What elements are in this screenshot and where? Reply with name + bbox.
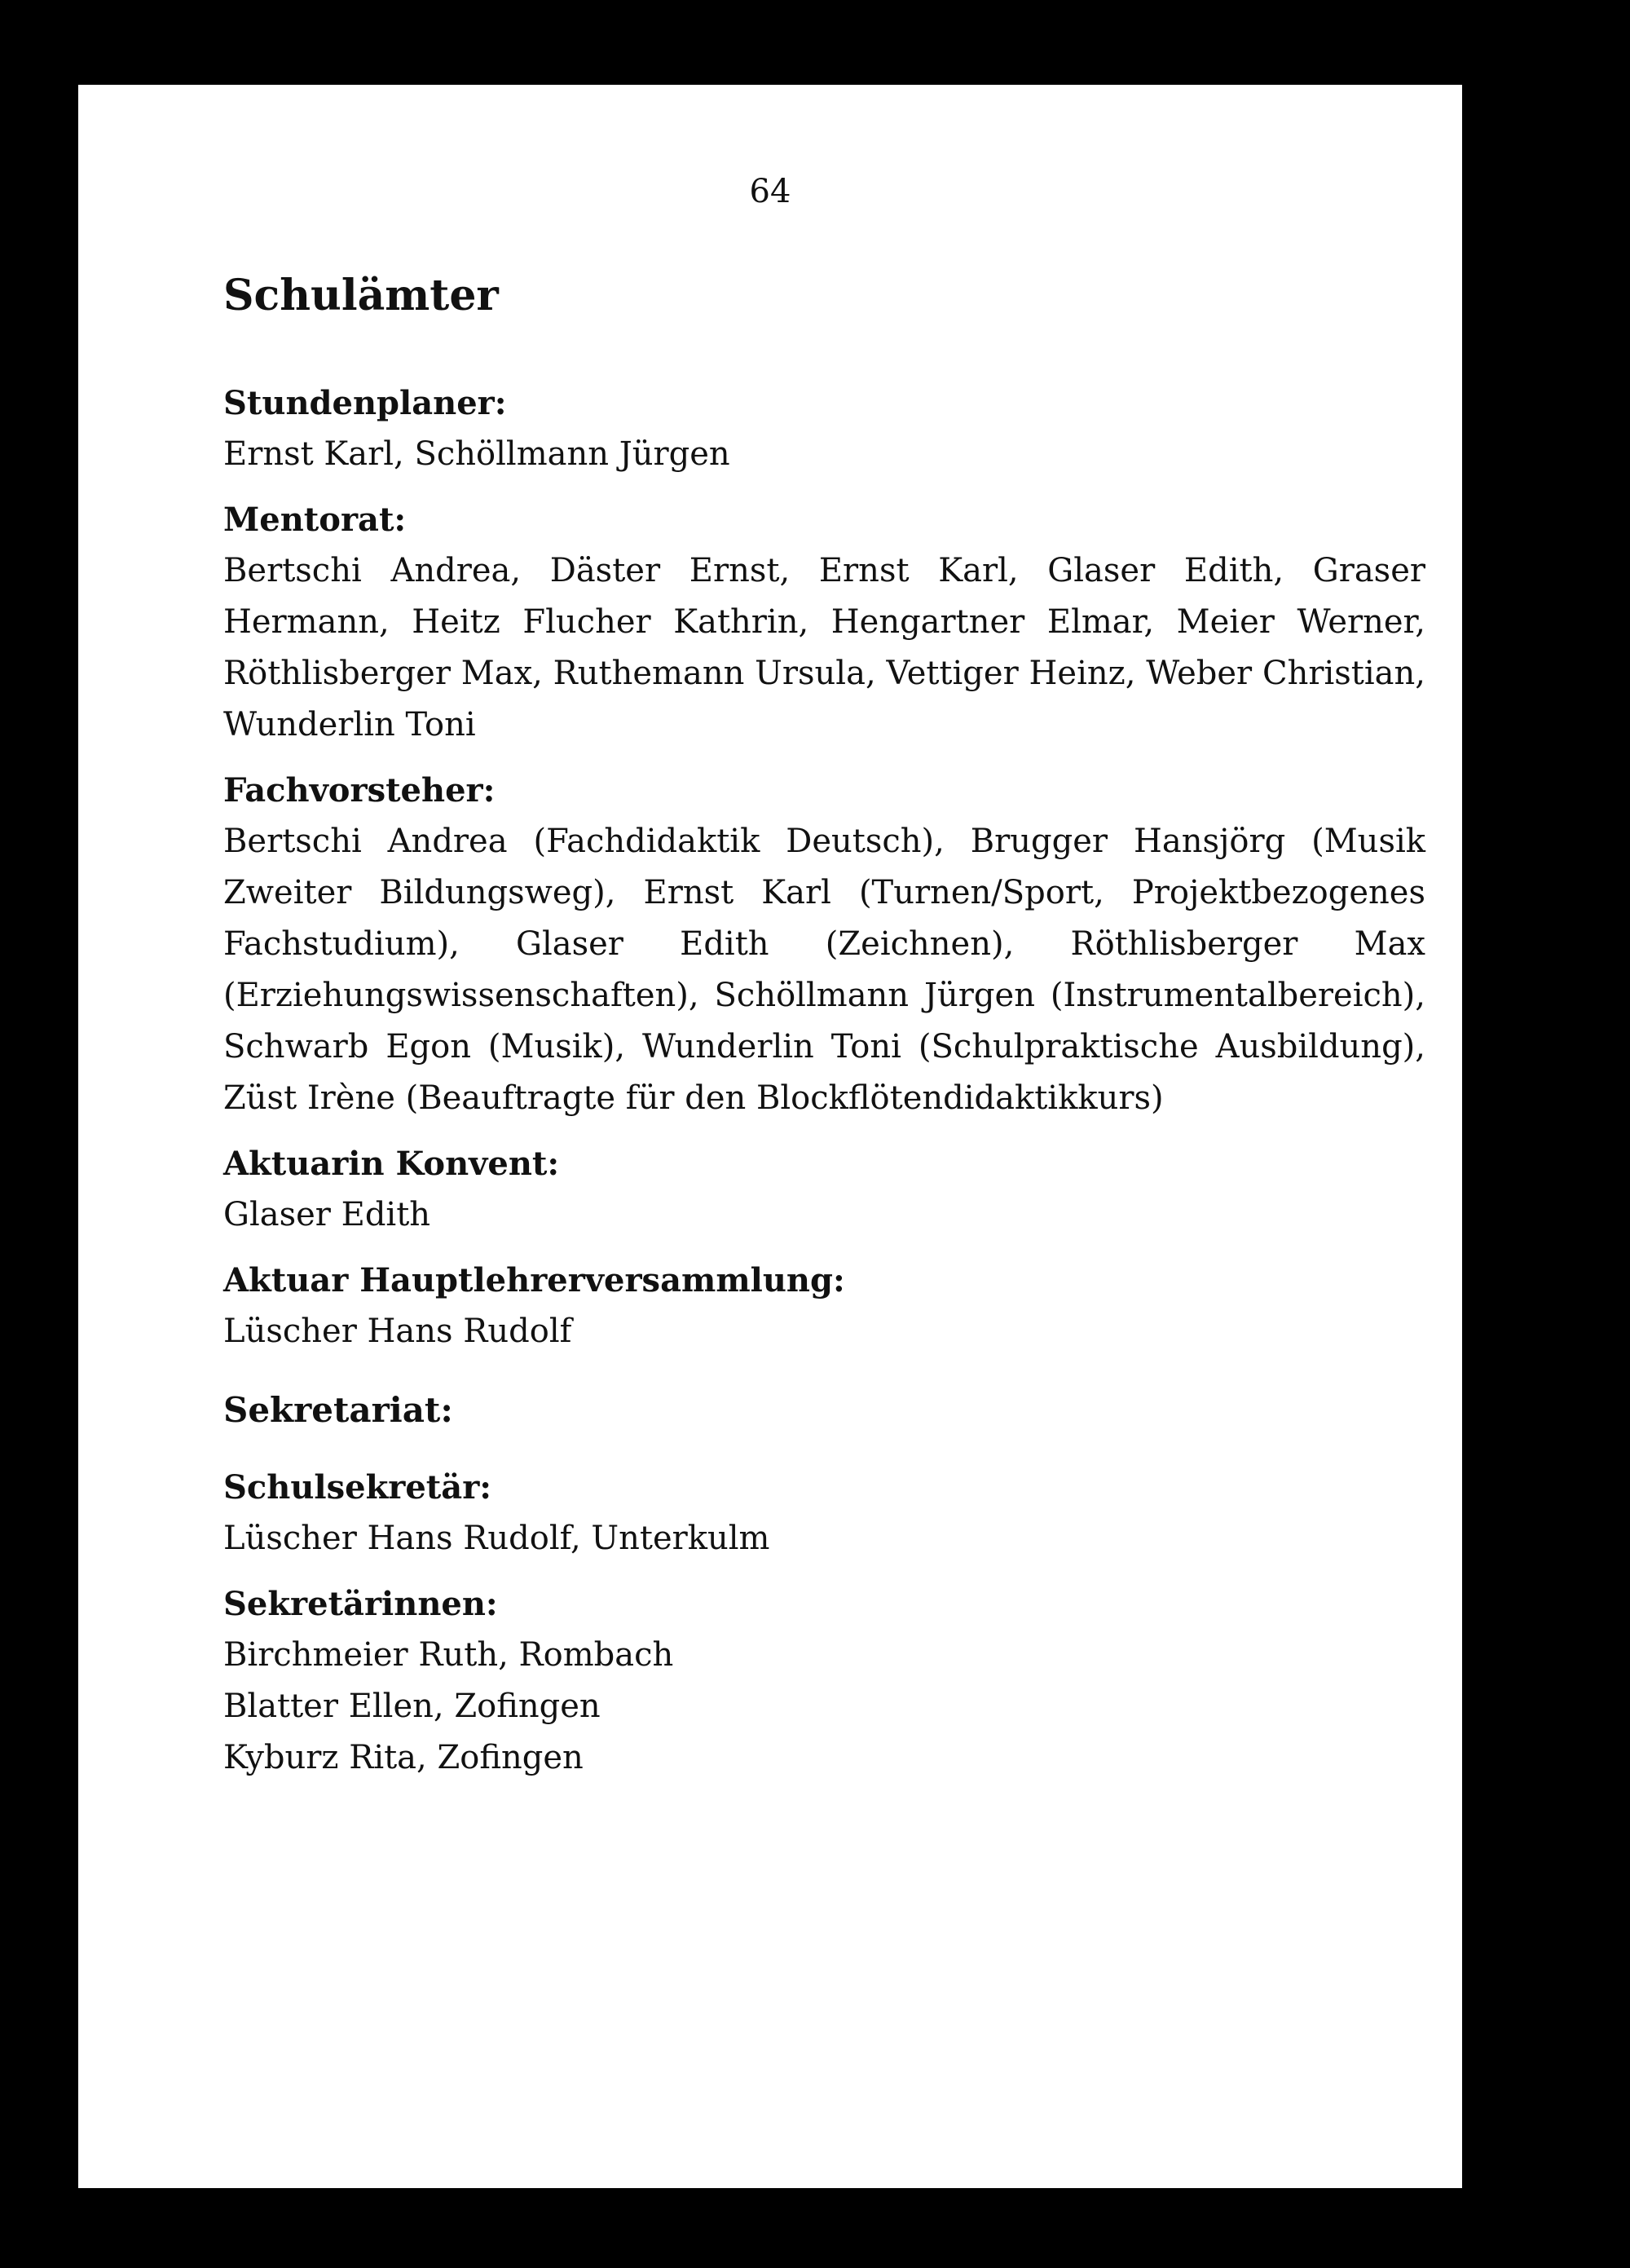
entry-aktuar-hauptlehrerversammlung [223, 1255, 1425, 1357]
entry-label: Sekretärinnen: [223, 1584, 498, 1623]
entry-value: Glaser Edith [223, 1196, 431, 1234]
list-item: Blatter Ellen, Zofingen [223, 1687, 601, 1725]
entry-value: Lüscher Hans Rudolf [223, 1313, 572, 1351]
list-item: Birchmeier Ruth, Rombach [223, 1635, 674, 1674]
entry-label: Stundenplaner: [223, 384, 507, 423]
entry-value: Bertschi Andrea, Däster Ernst, Ernst Karl, Glaser Edith, Graser Hermann, Heitz Flucher Kathrin, Hengartner Elmar, Meier Werner, Röthlisberger Max, Ruthemann Ursula, Vettiger Heinz, Weber Christian, Wunderlin Toni [223, 552, 1425, 744]
section-heading-sekretariat: Sekretariat: [223, 1390, 453, 1431]
entry-value: Lüscher Hans Rudolf, Unterkulm [223, 1519, 770, 1557]
page-number: 64 [749, 173, 791, 210]
page-content [223, 271, 1425, 1798]
entry-sekretaerinnen [223, 1579, 1425, 1784]
entry-value: Ernst Karl, Schöllmann Jürgen [223, 435, 730, 474]
entry-label: Aktuarin Konvent: [223, 1145, 560, 1184]
entry-schulsekretaer [223, 1463, 1425, 1564]
entry-label: Mentorat: [223, 501, 407, 540]
entry-mentorat [223, 495, 1425, 751]
entry-label: Aktuar Hauptlehrerversammlung: [223, 1261, 845, 1300]
entry-stundenplaner [223, 378, 1425, 480]
entry-aktuarin-konvent [223, 1139, 1425, 1241]
entry-label: Fachvorsteher: [223, 771, 496, 810]
list-item: Kyburz Rita, Zofingen [223, 1738, 584, 1776]
entry-fachvorsteher [223, 766, 1425, 1124]
entry-label: Schulsekretär: [223, 1467, 492, 1507]
entry-value: Bertschi Andrea (Fachdidaktik Deutsch), Brugger Hansjörg (Musik Zweiter Bildungsweg), Ernst Karl (Turnen/Sport, Projektbezogenes Fachstudium), Glaser Edith (Zeichnen), Röthlisberger Max (Erziehungswissenschaften), Schöllmann Jürgen (Instrumentalbereich), Schwarb Egon (Musik), Wunderlin Toni (Schulpraktische Ausbildung), Züst Irène (Beauftragte für den Blockflötendidaktikkurs) [223, 823, 1425, 1118]
page-title: Schulämter [223, 271, 499, 320]
document-page [78, 85, 1462, 2188]
